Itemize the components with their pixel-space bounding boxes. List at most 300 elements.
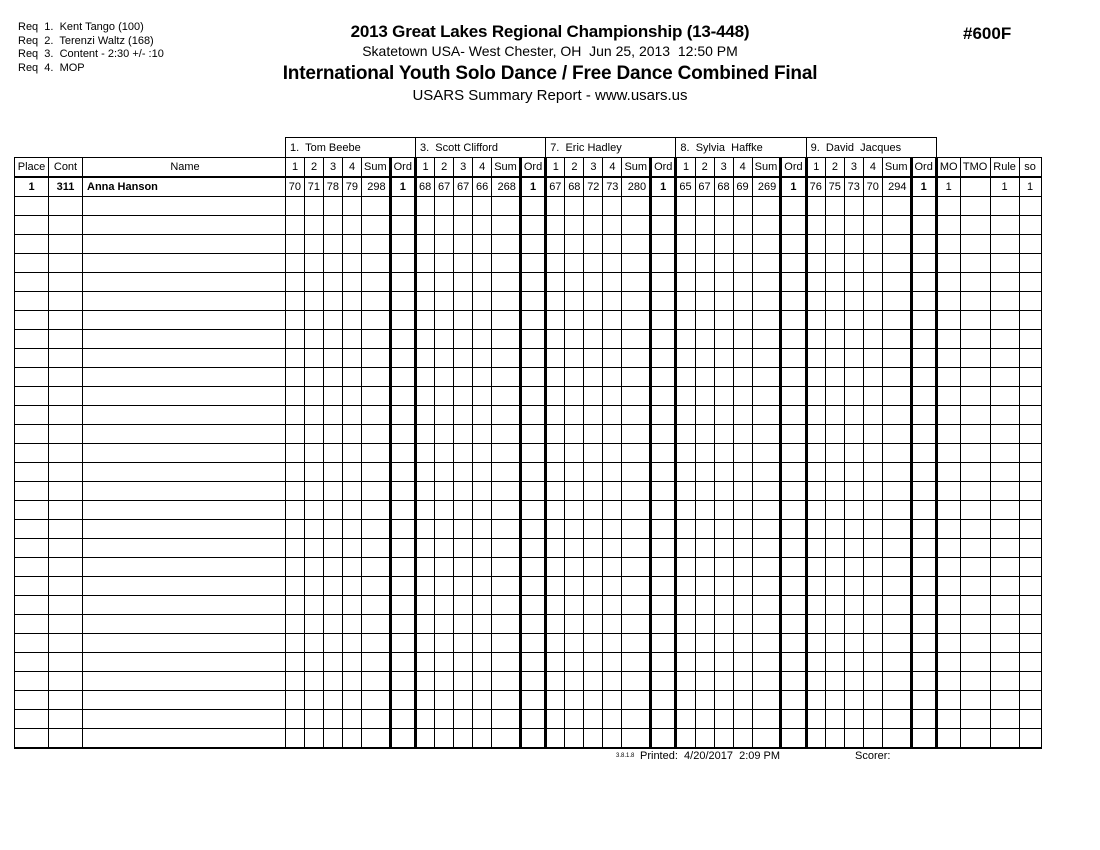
sum-cell [752, 349, 781, 368]
ordinal-cell [520, 539, 545, 558]
ordinal-cell [390, 349, 415, 368]
sum-cell [882, 330, 911, 349]
mark-cell [584, 615, 603, 634]
tmo-cell [960, 425, 990, 444]
mark-cell [584, 539, 603, 558]
ordinal-cell [911, 558, 936, 577]
mark-cell [806, 254, 825, 273]
empty-row [15, 235, 1042, 254]
tmo-cell [960, 596, 990, 615]
mark-cell: 72 [584, 177, 603, 197]
mark-cell [733, 216, 752, 235]
mark-cell [473, 406, 492, 425]
mark-cell [324, 482, 343, 501]
mark-cell [825, 406, 844, 425]
mark-cell [286, 235, 305, 254]
mark-cell [695, 444, 714, 463]
mark-cell [435, 539, 454, 558]
mark-cell: 66 [473, 177, 492, 197]
ordinal-cell [781, 368, 806, 387]
sum-cell [752, 463, 781, 482]
mark-cell [305, 520, 324, 539]
mark-cell [415, 425, 434, 444]
skater-name-cell [83, 653, 286, 672]
mark-cell [286, 273, 305, 292]
ordinal-cell [651, 672, 676, 691]
mark-cell [806, 615, 825, 634]
sum-cell [882, 691, 911, 710]
judge-header: 9. David Jacques [806, 138, 936, 158]
skater-name-cell [83, 368, 286, 387]
mark-cell [603, 273, 622, 292]
tmo-cell [960, 482, 990, 501]
mark-cell [305, 672, 324, 691]
mark-cell [806, 672, 825, 691]
mark-cell [584, 368, 603, 387]
mark-cell [473, 235, 492, 254]
mark-cell [714, 216, 733, 235]
mark-cell [584, 254, 603, 273]
mo-cell [936, 387, 960, 406]
mark-cell [676, 387, 695, 406]
ordinal-cell [390, 216, 415, 235]
ordinal-cell [651, 368, 676, 387]
empty-row [15, 596, 1042, 615]
mark-cell [714, 558, 733, 577]
rule-cell [990, 273, 1019, 292]
mark-cell [565, 216, 584, 235]
mark-cell [825, 520, 844, 539]
mark-cell [733, 520, 752, 539]
mark-cell [806, 216, 825, 235]
mark-cell [676, 311, 695, 330]
mark-cell [473, 501, 492, 520]
sum-cell [492, 254, 521, 273]
sum-cell [752, 292, 781, 311]
rule-cell [990, 672, 1019, 691]
mark-cell [806, 558, 825, 577]
mark-cell [733, 349, 752, 368]
tmo-cell [960, 216, 990, 235]
sum-cell [752, 558, 781, 577]
ordinal-cell [781, 691, 806, 710]
sum-cell [622, 501, 651, 520]
sum-cell [622, 368, 651, 387]
mark-cell [844, 235, 863, 254]
mark-cell [324, 596, 343, 615]
sum-cell [362, 634, 391, 653]
mark-cell [324, 197, 343, 216]
mark-cell [603, 406, 622, 425]
judge-header: 7. Eric Hadley [546, 138, 676, 158]
sum-cell [752, 577, 781, 596]
ordinal-cell [651, 710, 676, 729]
mark-cell [584, 216, 603, 235]
mark-cell [473, 558, 492, 577]
so-cell [1019, 311, 1041, 330]
mark-cell [565, 444, 584, 463]
contestant-number-cell [49, 444, 83, 463]
mark-cell [825, 292, 844, 311]
mark-cell [305, 197, 324, 216]
mark-cell [435, 615, 454, 634]
empty-row [15, 672, 1042, 691]
mark-cell [676, 216, 695, 235]
mark-cell [603, 425, 622, 444]
printed-value: 4/20/2017 2:09 PM [684, 750, 781, 762]
mark-cell [565, 520, 584, 539]
sum-cell [752, 311, 781, 330]
empty-row [15, 254, 1042, 273]
mark-cell [415, 406, 434, 425]
mark-cell [825, 254, 844, 273]
ordinal-cell [390, 330, 415, 349]
ordinal-cell [390, 539, 415, 558]
judge-row-right-spacer [936, 138, 1041, 158]
mark-cell [733, 463, 752, 482]
ordinal-cell [651, 577, 676, 596]
sum-cell [882, 425, 911, 444]
mark-cell [286, 311, 305, 330]
skater-name-cell [83, 311, 286, 330]
ordinal-cell [911, 330, 936, 349]
sum-cell [362, 311, 391, 330]
sum-cell: 268 [492, 177, 521, 197]
ordinal-cell [651, 482, 676, 501]
col-header-rule: Rule [990, 158, 1019, 178]
ordinal-cell [781, 254, 806, 273]
mark-cell [546, 691, 565, 710]
mark-cell [324, 235, 343, 254]
mark-cell [305, 273, 324, 292]
so-cell [1019, 710, 1041, 729]
mark-cell [714, 292, 733, 311]
mark-cell [435, 691, 454, 710]
mark-cell [806, 273, 825, 292]
mark-cell [714, 596, 733, 615]
sum-cell [882, 273, 911, 292]
ordinal-cell [911, 368, 936, 387]
mark-cell [343, 463, 362, 482]
so-cell [1019, 216, 1041, 235]
mark-cell [565, 729, 584, 749]
mark-cell [305, 463, 324, 482]
mark-cell [324, 406, 343, 425]
mark-cell [714, 653, 733, 672]
mark-cell [286, 368, 305, 387]
sum-cell [622, 520, 651, 539]
ordinal-cell [651, 691, 676, 710]
mark-cell [473, 273, 492, 292]
mark-cell [324, 691, 343, 710]
ordinal-cell [520, 235, 545, 254]
mark-cell [825, 330, 844, 349]
mark-cell [565, 463, 584, 482]
contestant-number-cell [49, 691, 83, 710]
ordinal-cell [520, 330, 545, 349]
tmo-cell [960, 615, 990, 634]
place-cell [15, 387, 49, 406]
mark-cell [546, 558, 565, 577]
mark-cell [305, 349, 324, 368]
ordinal-cell [520, 254, 545, 273]
mark-cell [305, 501, 324, 520]
contestant-number-cell [49, 273, 83, 292]
mark-cell [305, 425, 324, 444]
place-cell [15, 501, 49, 520]
mo-cell [936, 558, 960, 577]
ordinal-cell [781, 273, 806, 292]
sum-cell [492, 406, 521, 425]
printed-label: Printed: [640, 750, 678, 762]
mark-cell [806, 691, 825, 710]
mark-cell [584, 292, 603, 311]
mark-cell [473, 387, 492, 406]
mark-cell [324, 539, 343, 558]
mark-cell [435, 501, 454, 520]
mark-cell [324, 710, 343, 729]
sum-cell [362, 387, 391, 406]
ordinal-cell [520, 425, 545, 444]
mo-cell: 1 [936, 177, 960, 197]
mark-cell [825, 710, 844, 729]
so-cell [1019, 558, 1041, 577]
mark-cell [806, 634, 825, 653]
mark-cell [844, 311, 863, 330]
mo-cell [936, 653, 960, 672]
mark-cell [546, 463, 565, 482]
mark-cell [454, 425, 473, 444]
rule-cell [990, 368, 1019, 387]
mark-cell [286, 197, 305, 216]
mo-cell [936, 292, 960, 311]
sum-cell [622, 425, 651, 444]
ordinal-cell [651, 273, 676, 292]
so-cell [1019, 672, 1041, 691]
mark-cell [343, 501, 362, 520]
mark-cell [806, 387, 825, 406]
ordinal-cell [651, 406, 676, 425]
place-cell [15, 710, 49, 729]
mo-cell [936, 235, 960, 254]
ordinal-cell [520, 387, 545, 406]
contestant-number-cell [49, 653, 83, 672]
rule-cell [990, 539, 1019, 558]
mark-cell [324, 672, 343, 691]
sum-cell [752, 368, 781, 387]
sum-cell [752, 634, 781, 653]
ordinal-cell [651, 197, 676, 216]
mark-cell [584, 425, 603, 444]
sum-cell [752, 197, 781, 216]
mark-cell [546, 387, 565, 406]
ordinal-cell [911, 653, 936, 672]
mark-cell [603, 311, 622, 330]
mark-cell [584, 634, 603, 653]
mark-cell [435, 292, 454, 311]
mark-cell [584, 596, 603, 615]
mark-cell [435, 254, 454, 273]
so-cell [1019, 577, 1041, 596]
sum-cell [622, 463, 651, 482]
ordinal-cell [520, 634, 545, 653]
mark-cell [286, 444, 305, 463]
mark-cell [603, 615, 622, 634]
mark-cell [473, 482, 492, 501]
mark-cell [286, 653, 305, 672]
mark-cell [435, 653, 454, 672]
mark-cell [324, 311, 343, 330]
sum-cell [882, 520, 911, 539]
mark-cell [546, 349, 565, 368]
ordinal-cell [781, 634, 806, 653]
ordinal-cell [390, 254, 415, 273]
mark-cell [603, 444, 622, 463]
mark-cell: 75 [825, 177, 844, 197]
mo-cell [936, 330, 960, 349]
sum-cell [752, 482, 781, 501]
mark-cell [603, 691, 622, 710]
mo-cell [936, 501, 960, 520]
empty-row [15, 539, 1042, 558]
mark-cell [806, 406, 825, 425]
mark-cell [825, 368, 844, 387]
sum-cell [492, 672, 521, 691]
ordinal-cell [651, 349, 676, 368]
contestant-number-cell [49, 596, 83, 615]
tmo-cell [960, 501, 990, 520]
ordinal-cell [651, 558, 676, 577]
mark-cell [546, 406, 565, 425]
rule-cell [990, 558, 1019, 577]
ordinal-cell [390, 444, 415, 463]
mark-cell [733, 596, 752, 615]
mark-cell [324, 577, 343, 596]
mark-cell [584, 691, 603, 710]
ordinal-cell [911, 501, 936, 520]
mark-cell [733, 444, 752, 463]
sum-cell [492, 273, 521, 292]
place-cell [15, 216, 49, 235]
mark-cell [695, 558, 714, 577]
skater-name-cell [83, 406, 286, 425]
col-header-mark-4: 4 [733, 158, 752, 178]
skater-name-cell [83, 596, 286, 615]
mark-cell [676, 444, 695, 463]
sum-cell [492, 387, 521, 406]
mark-cell [343, 311, 362, 330]
sum-cell [622, 216, 651, 235]
mark-cell [305, 368, 324, 387]
place-cell [15, 273, 49, 292]
mark-cell [844, 368, 863, 387]
mark-cell: 68 [415, 177, 434, 197]
mark-cell [454, 691, 473, 710]
mark-cell [286, 292, 305, 311]
place-cell [15, 444, 49, 463]
mark-cell [825, 349, 844, 368]
ordinal-cell [520, 615, 545, 634]
empty-row [15, 197, 1042, 216]
sum-cell [752, 691, 781, 710]
sum-cell [882, 406, 911, 425]
contestant-number-cell [49, 634, 83, 653]
mark-cell [565, 254, 584, 273]
mark-cell [415, 520, 434, 539]
mark-cell [863, 425, 882, 444]
tmo-cell [960, 406, 990, 425]
mark-cell [546, 216, 565, 235]
mark-cell [863, 558, 882, 577]
rule-cell [990, 520, 1019, 539]
sum-cell [492, 349, 521, 368]
sum-cell [882, 482, 911, 501]
mark-cell [343, 444, 362, 463]
skater-name-cell: Anna Hanson [83, 177, 286, 197]
mark-cell [454, 501, 473, 520]
skater-name-cell [83, 558, 286, 577]
skater-name-cell [83, 425, 286, 444]
col-header-mark-1: 1 [806, 158, 825, 178]
mark-cell [733, 577, 752, 596]
mark-cell [695, 387, 714, 406]
mark-cell [454, 596, 473, 615]
rule-cell [990, 216, 1019, 235]
sum-cell [882, 463, 911, 482]
mark-cell [733, 558, 752, 577]
mark-cell [546, 273, 565, 292]
mark-cell [286, 577, 305, 596]
sum-cell [362, 710, 391, 729]
skater-name-cell [83, 292, 286, 311]
sum-cell [362, 520, 391, 539]
mark-cell [844, 406, 863, 425]
mark-cell [473, 615, 492, 634]
sum-cell [492, 653, 521, 672]
mark-cell [286, 520, 305, 539]
contestant-number-cell [49, 368, 83, 387]
skater-name-cell [83, 520, 286, 539]
so-cell [1019, 653, 1041, 672]
tmo-cell [960, 444, 990, 463]
mark-cell [435, 197, 454, 216]
mark-cell [324, 387, 343, 406]
mark-cell [415, 235, 434, 254]
place-cell [15, 672, 49, 691]
mark-cell [863, 539, 882, 558]
contestant-number-cell: 311 [49, 177, 83, 197]
mark-cell [806, 311, 825, 330]
mark-cell [343, 254, 362, 273]
mark-cell [825, 482, 844, 501]
mo-cell [936, 463, 960, 482]
ordinal-cell [390, 634, 415, 653]
sum-cell [622, 311, 651, 330]
mo-cell [936, 729, 960, 749]
empty-row [15, 691, 1042, 710]
sum-cell [882, 596, 911, 615]
rule-cell [990, 577, 1019, 596]
ordinal-cell [911, 273, 936, 292]
ordinal-cell [520, 558, 545, 577]
mark-cell [546, 292, 565, 311]
mark-cell [565, 691, 584, 710]
mark-cell [415, 710, 434, 729]
mark-cell [305, 311, 324, 330]
col-header-ord: Ord [520, 158, 545, 178]
so-cell [1019, 691, 1041, 710]
mark-cell [565, 311, 584, 330]
